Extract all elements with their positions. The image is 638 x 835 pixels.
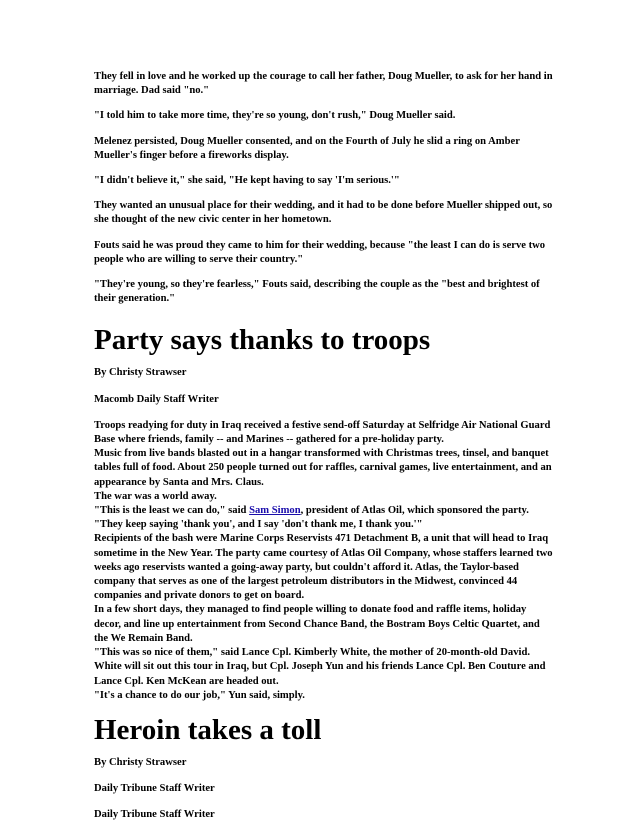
article-body	[94, 419, 554, 703]
body-paragraph: The war was a world away.	[94, 490, 217, 502]
staff-writer-line: Daily Tribune Staff Writer	[94, 809, 215, 821]
intro-paragraph: "I told him to take more time, they're so young, don't rush," Doug Mueller said.	[94, 110, 456, 122]
intro-paragraph: "I didn't believe it," she said, "He kept having to say 'I'm serious.'"	[94, 175, 400, 187]
sam-simon-link[interactable]: Sam Simon	[249, 505, 301, 517]
body-paragraph	[94, 504, 554, 518]
body-paragraph: "It's a chance to do our job," Yun said, simply.	[94, 689, 305, 701]
quote-text: "This is the least we can do," said	[94, 505, 250, 517]
byline: By Christy Strawser	[94, 756, 187, 768]
intro-paragraph: They wanted an unusual place for their wedding, and it had to be done before Mueller shipped out, so she thought of the new civic center in her hometown.	[94, 200, 553, 226]
body-paragraph: "They keep saying 'thank you', and I say 'don't thank me, I thank you.'"	[94, 519, 423, 531]
staff-writer-line: Macomb Daily Staff Writer	[94, 393, 219, 405]
document-page	[94, 70, 554, 835]
intro-paragraph: "They're young, so they're fearless," Fouts said, describing the couple as the "best and brightest of their generation."	[94, 279, 540, 305]
quote-text: , president of Atlas Oil, which sponsored the party.	[300, 505, 529, 517]
intro-paragraph: Melenez persisted, Doug Mueller consented, and on the Fourth of July he slid a ring on Amber Mueller's finger before a fireworks display.	[94, 135, 520, 161]
body-paragraph: In a few short days, they managed to find people willing to donate food and raffle items, holiday decor, and line up entertainment from Second Chance Band, the Bostram Boys Celtic Quartet, and the We Remain Band.	[94, 604, 540, 644]
intro-paragraph: Fouts said he was proud they came to him for their wedding, because "the least I can do is serve two people who are willing to serve their country."	[94, 239, 546, 265]
body-paragraph: Music from live bands blasted out in a hangar transformed with Christmas trees, tinsel, and banquet tables full of food. About 250 people turned out for raffles, carnival games, live entertainment, and an appearance by Santa and Mrs. Claus.	[94, 448, 552, 488]
staff-writer-line: Daily Tribune Staff Writer	[94, 783, 215, 795]
article-headline: Heroin takes a toll	[94, 713, 322, 746]
body-paragraph: Recipients of the bash were Marine Corps Reservists 471 Detachment B, a unit that will head to Iraq sometime in the New Year. The party came courtesy of Atlas Oil Company, whose staffers learned two weeks ago reservists wanted a going-away party, but couldn't afford it. Atlas, the Taylor-based company that serves as one of the largest petroleum distributors in the Midwest, convinced 44 companies and private donors to get on board.	[94, 533, 553, 602]
intro-paragraph: They fell in love and he worked up the courage to call her father, Doug Mueller, to ask for her hand in marriage. Dad said "no."	[94, 71, 553, 97]
body-paragraph: Troops readying for duty in Iraq received a festive send-off Saturday at Selfridge Air National Guard Base where friends, family -- and Marines -- gathered for a pre-holiday party.	[94, 419, 551, 446]
article-headline: Party says thanks to troops	[94, 324, 431, 357]
byline: By Christy Strawser	[94, 367, 187, 379]
body-paragraph: "This was so nice of them," said Lance Cpl. Kimberly White, the mother of 20-month-old David. White will sit out this tour in Iraq, but Cpl. Joseph Yun and his friends Lance Cpl. Ben Couture and Lance Cpl. Ken McKean are headed out.	[94, 647, 546, 687]
